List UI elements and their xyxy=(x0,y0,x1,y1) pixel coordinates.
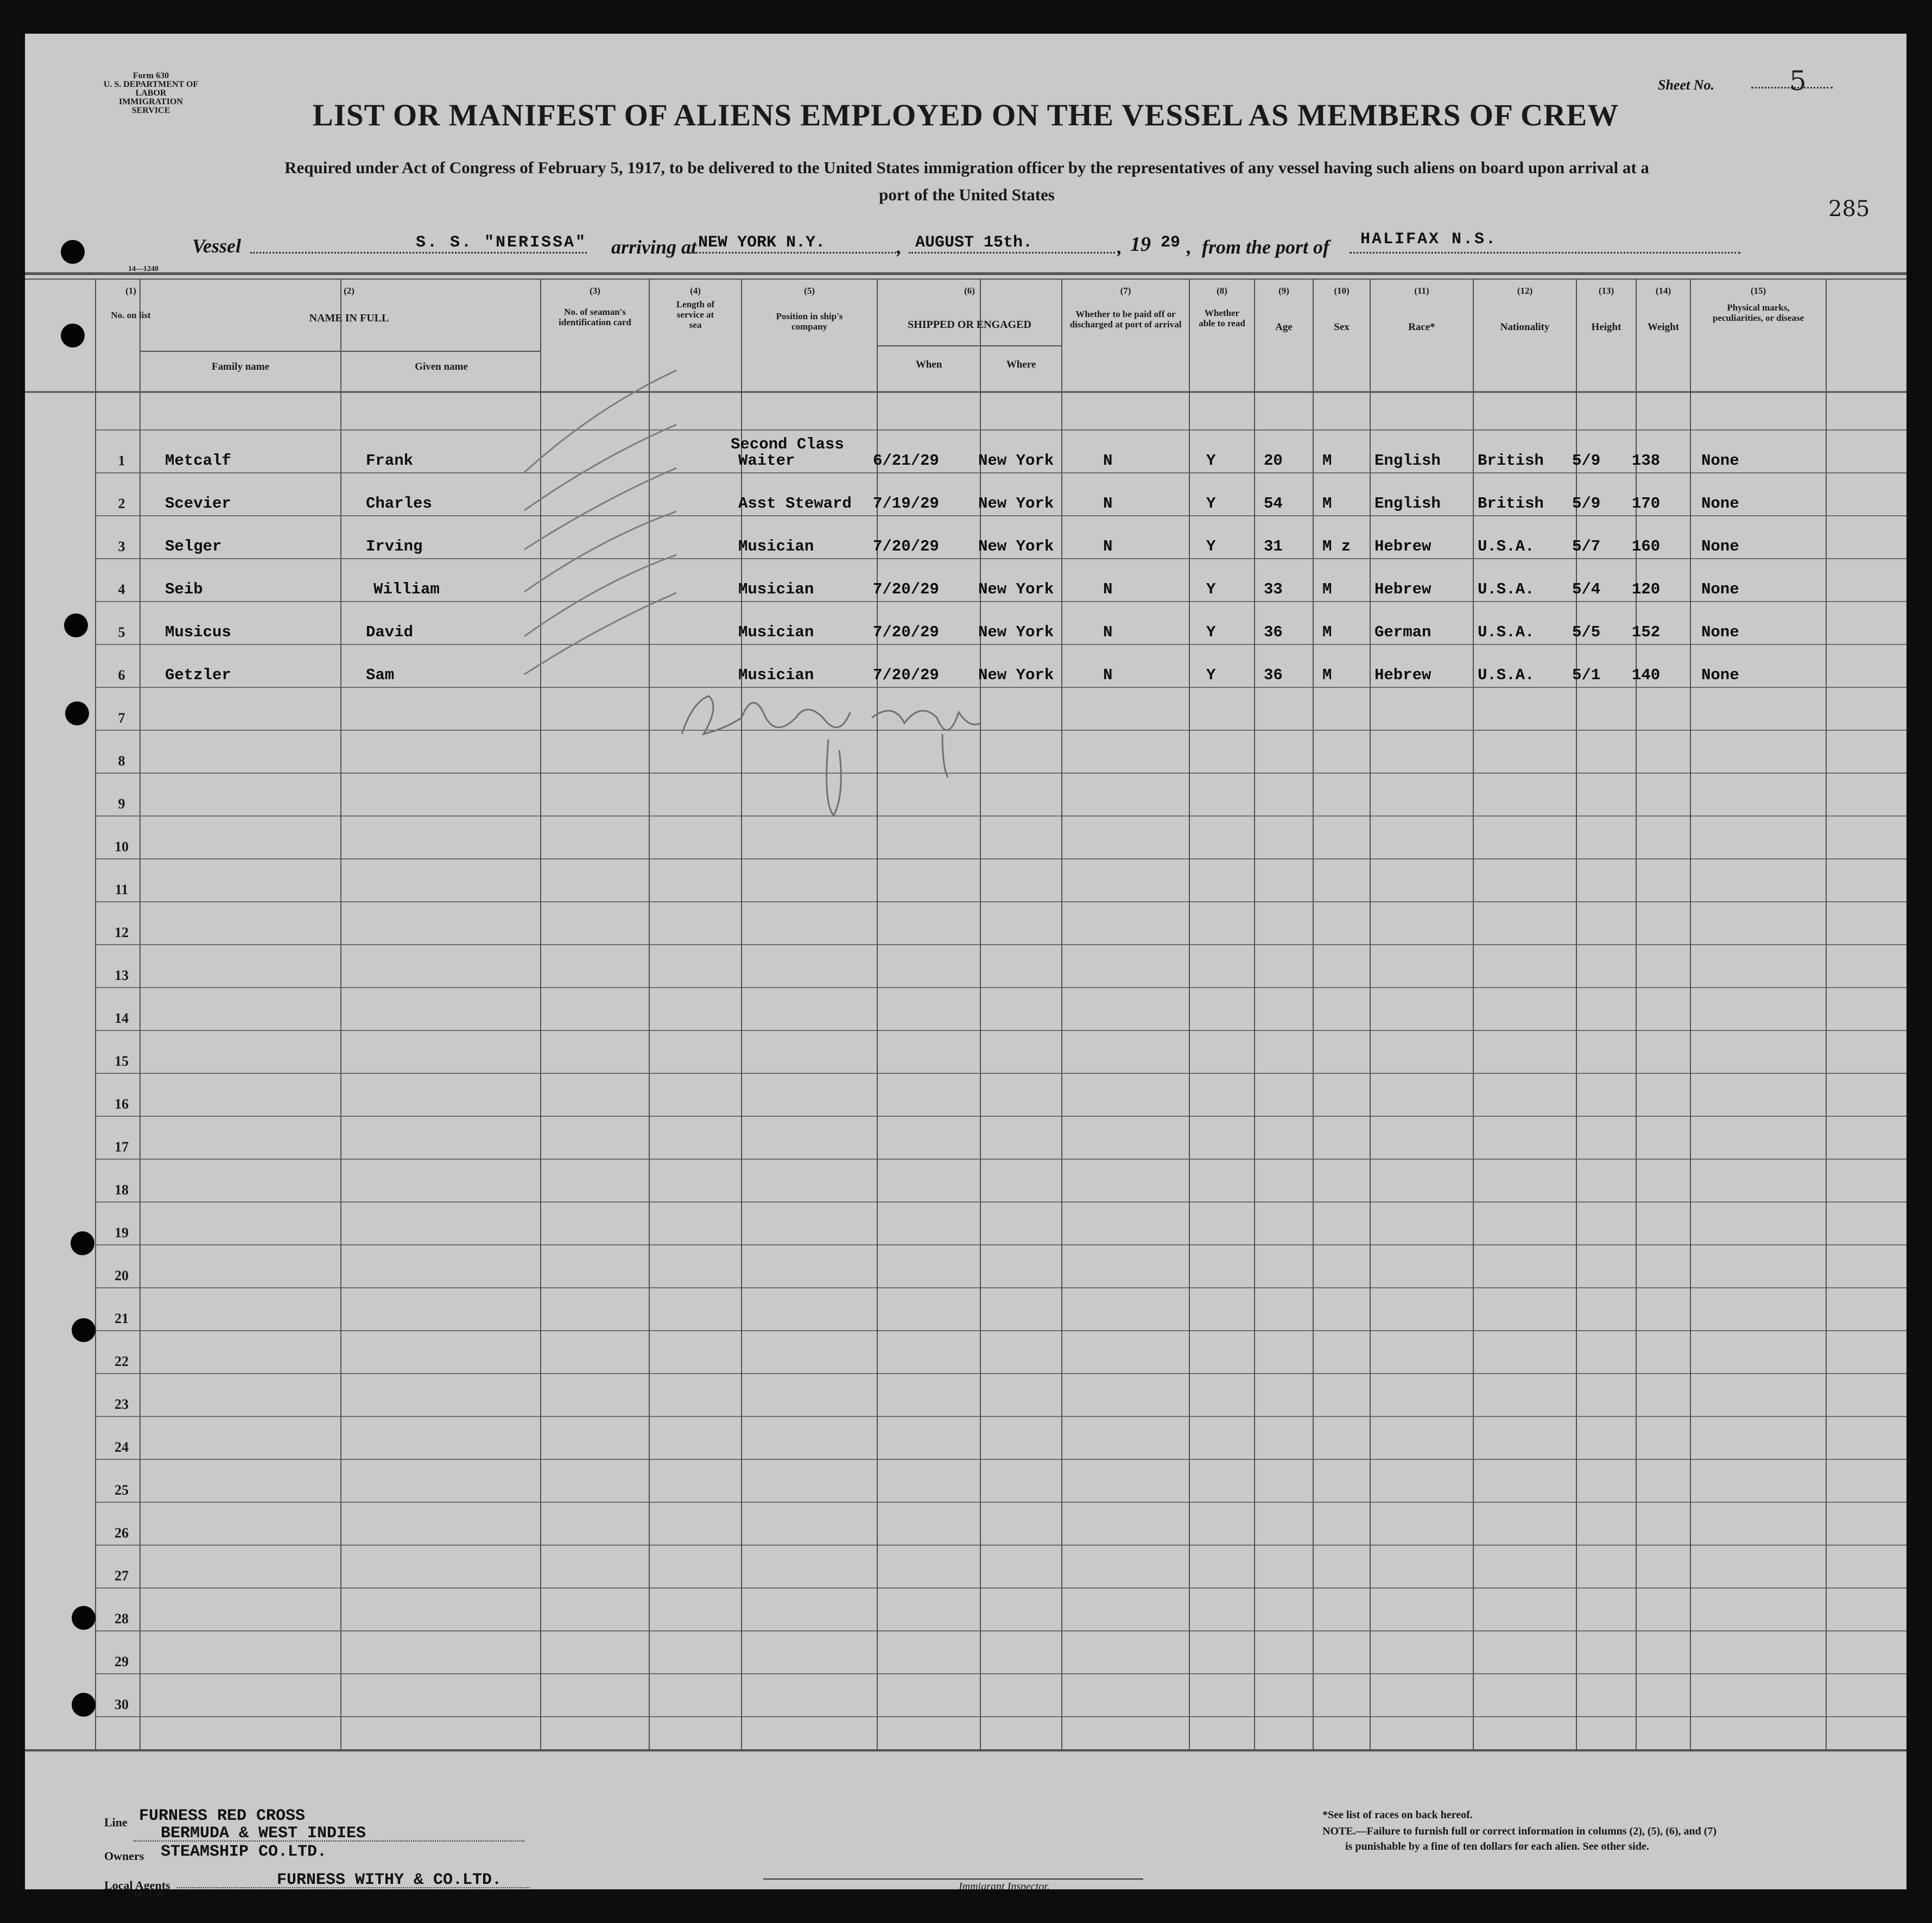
race-cell: Hebrew xyxy=(1374,537,1431,555)
print-code-bottom: 14—1240 xyxy=(134,1890,164,1899)
age-cell: 20 xyxy=(1264,452,1283,470)
comma-2: , xyxy=(1117,236,1122,258)
sex-cell: M z xyxy=(1322,537,1351,555)
race-cell: Hebrew xyxy=(1374,666,1431,684)
family-name-cell: Seib xyxy=(165,580,203,598)
nationality-cell: U.S.A. xyxy=(1478,537,1535,555)
col-9-number: (9) xyxy=(1278,286,1289,296)
paid-off-cell: N xyxy=(1103,666,1113,684)
race-cell: German xyxy=(1374,623,1431,641)
height-cell: 5/4 xyxy=(1572,580,1601,598)
subtitle-line-2: port of the United States xyxy=(879,185,1055,204)
punch-hole xyxy=(72,1318,96,1342)
age-cell: 54 xyxy=(1264,495,1283,513)
line-number: 28 xyxy=(115,1611,129,1627)
sex-cell: M xyxy=(1322,580,1332,598)
col-9-title: Age xyxy=(1275,321,1293,333)
sex-cell: M xyxy=(1322,666,1332,684)
sex-cell: M xyxy=(1322,623,1332,641)
physical-marks-cell: None xyxy=(1701,623,1739,641)
arrival-date: AUGUST 15th. xyxy=(915,233,1033,252)
shipped-where-cell: New York xyxy=(978,623,1054,641)
owners-label: Owners xyxy=(104,1849,144,1863)
line-number: 8 xyxy=(118,753,125,769)
col-5-number: (5) xyxy=(804,286,815,296)
position-cell: Asst Steward xyxy=(738,495,852,513)
races-note: *See list of races on back hereof. xyxy=(1322,1809,1473,1821)
col-14-title: Weight xyxy=(1647,321,1680,333)
given-name-cell: Sam xyxy=(366,666,395,684)
able-to-read-cell: Y xyxy=(1206,495,1216,513)
height-cell: 5/9 xyxy=(1572,495,1601,513)
col-15-title: Physical marks, peculiarities, or disease xyxy=(1712,302,1804,323)
col-15-number: (15) xyxy=(1750,286,1766,296)
line-number: 24 xyxy=(115,1439,129,1455)
col-11-number: (11) xyxy=(1414,286,1429,296)
able-to-read-cell: Y xyxy=(1206,666,1216,684)
shipped-when-cell: 6/21/29 xyxy=(873,452,939,470)
race-cell: English xyxy=(1374,495,1441,513)
line-number: 26 xyxy=(115,1525,129,1541)
line-number: 16 xyxy=(115,1096,129,1112)
line-number: 7 xyxy=(118,710,125,726)
line-number: 13 xyxy=(115,967,129,983)
col-6-where-header: Where xyxy=(1006,359,1036,370)
shipped-when-cell: 7/20/29 xyxy=(873,666,939,684)
family-name-cell: Selger xyxy=(165,537,222,555)
paid-off-cell: N xyxy=(1103,495,1113,513)
col-8-number: (8) xyxy=(1217,286,1227,296)
col-11-title: Race* xyxy=(1408,321,1435,333)
line-number: 1 xyxy=(118,453,125,469)
line-number: 15 xyxy=(115,1053,129,1069)
family-name-cell: Musicus xyxy=(165,623,231,641)
shipped-when-cell: 7/20/29 xyxy=(873,580,939,598)
col-5-title: Position in ship's company xyxy=(776,311,843,332)
line-number: 21 xyxy=(115,1311,129,1326)
col-11-header xyxy=(1370,286,1473,332)
line-number: 9 xyxy=(118,796,125,812)
page-title: LIST OR MANIFEST OF ALIENS EMPLOYED ON THE VESSEL AS MEMBERS OF CREW xyxy=(312,98,1619,132)
age-cell: 36 xyxy=(1264,666,1283,684)
vessel-name: S. S. "NERISSA" xyxy=(416,233,587,252)
line-number: 2 xyxy=(118,496,125,511)
line-number: 19 xyxy=(115,1225,129,1241)
department-name: U. S. DEPARTMENT OF LABOR xyxy=(103,80,199,98)
year-suffix: 29 xyxy=(1161,233,1181,252)
subtitle-line-1: Required under Act of Congress of February 5, 1917, to be delivered to the United States immigration officer by the representatives of any vessel having such aliens on board upon arrival at a xyxy=(284,158,1649,177)
form-number: Form 630 xyxy=(132,71,169,80)
physical-marks-cell: None xyxy=(1701,495,1739,513)
col-3-title: No. of seaman's identification card xyxy=(559,307,631,327)
position-cell: Musician xyxy=(738,580,814,598)
col-15-header xyxy=(1690,286,1826,323)
col-7-number: (7) xyxy=(1120,286,1131,296)
line-number: 5 xyxy=(118,624,125,640)
race-cell: Hebrew xyxy=(1374,580,1431,598)
manifest-sheet xyxy=(25,34,1906,1899)
age-cell: 36 xyxy=(1264,623,1283,641)
page-number: 285 xyxy=(1828,197,1870,222)
paid-off-cell: N xyxy=(1103,452,1113,470)
line-number: 12 xyxy=(115,925,129,940)
weight-cell: 138 xyxy=(1632,452,1661,470)
age-cell: 33 xyxy=(1264,580,1283,598)
comma-1: , xyxy=(897,236,902,258)
punch-hole xyxy=(65,701,89,725)
line-number: 14 xyxy=(115,1010,129,1026)
sheet-number: 5 xyxy=(1789,65,1807,97)
given-name-cell: Irving xyxy=(366,537,423,555)
line-fill-line xyxy=(134,1840,524,1842)
col-14-number: (14) xyxy=(1655,286,1671,296)
line-number: 20 xyxy=(115,1268,129,1283)
col-1-title: No. on list xyxy=(111,310,151,320)
col-12-number: (12) xyxy=(1517,286,1533,296)
physical-marks-cell: None xyxy=(1701,580,1739,598)
col-12-header xyxy=(1473,286,1576,332)
nationality-cell: British xyxy=(1478,495,1544,513)
position-cell-top: Second Class xyxy=(731,435,844,453)
physical-marks-cell: None xyxy=(1701,666,1739,684)
punch-hole xyxy=(61,240,85,264)
col-5-header xyxy=(742,286,877,332)
penalty-note-line-2: is punishable by a fine of ten dollars for each alien. See other side. xyxy=(1345,1840,1649,1852)
sex-cell: M xyxy=(1322,495,1332,513)
from-port-label: from the port of xyxy=(1202,236,1330,258)
col-6-header xyxy=(877,286,1062,330)
line-number: 3 xyxy=(118,539,125,554)
line-number: 11 xyxy=(115,882,129,897)
given-name-cell: David xyxy=(366,623,414,641)
line-label: Line xyxy=(104,1816,128,1829)
punch-hole xyxy=(71,1231,94,1255)
agents-value: FURNESS WITHY & CO.LTD. xyxy=(277,1871,502,1889)
paid-off-cell: N xyxy=(1103,537,1113,555)
position-cell: Musician xyxy=(738,623,814,641)
weight-cell: 152 xyxy=(1632,623,1661,641)
col-2-number: (2) xyxy=(344,286,354,296)
inspector-signature-line xyxy=(763,1878,1143,1880)
shipped-where-cell: New York xyxy=(978,495,1054,513)
punch-hole xyxy=(72,1693,96,1717)
height-cell: 5/7 xyxy=(1572,537,1601,555)
col-10-header xyxy=(1313,286,1370,332)
col-10-title: Sex xyxy=(1334,321,1350,333)
line-number: 4 xyxy=(118,581,125,597)
weight-cell: 140 xyxy=(1632,666,1661,684)
col-2-family-header: Family name xyxy=(211,361,270,372)
line-value-2: BERMUDA & WEST INDIES xyxy=(161,1824,366,1843)
col-4-number: (4) xyxy=(690,286,701,296)
position-cell: Waiter xyxy=(738,452,795,470)
family-name-cell: Metcalf xyxy=(165,452,231,470)
nationality-cell: U.S.A. xyxy=(1478,580,1535,598)
nationality-cell: U.S.A. xyxy=(1478,666,1535,684)
line-number: 22 xyxy=(115,1353,129,1369)
col-8-title: Whether able to read xyxy=(1199,308,1245,328)
col-10-number: (10) xyxy=(1334,286,1350,296)
able-to-read-cell: Y xyxy=(1206,452,1216,470)
arriving-label: arriving at xyxy=(611,236,697,258)
col-7-header xyxy=(1062,286,1189,330)
col-13-number: (13) xyxy=(1598,286,1614,296)
shipped-where-cell: New York xyxy=(978,452,1054,470)
penalty-note-line-1: NOTE.—Failure to furnish full or correct information in columns (2), (5), (6), and (7) xyxy=(1322,1825,1717,1837)
vessel-label: Vessel xyxy=(192,235,241,257)
col-7-title: Whether to be paid off or discharged at port of arrival xyxy=(1069,309,1182,330)
paid-off-cell: N xyxy=(1103,623,1113,641)
from-port: HALIFAX N.S. xyxy=(1360,230,1498,249)
family-name-cell: Getzler xyxy=(165,666,231,684)
col-12-title: Nationality xyxy=(1500,321,1550,333)
position-cell: Musician xyxy=(738,666,814,684)
line-number: 25 xyxy=(115,1482,129,1498)
col-6-title: SHIPPED OR ENGAGED xyxy=(908,319,1031,331)
agents-label: Local Agents xyxy=(104,1878,170,1892)
shipped-where-cell: New York xyxy=(978,580,1054,598)
year-prefix: 19 xyxy=(1130,233,1151,256)
nationality-cell: British xyxy=(1478,452,1544,470)
weight-cell: 170 xyxy=(1632,495,1661,513)
print-code-top: 14—1240 xyxy=(128,265,159,273)
line-number: 23 xyxy=(115,1396,129,1412)
paid-off-cell: N xyxy=(1103,580,1113,598)
line-number: 6 xyxy=(118,667,125,683)
able-to-read-cell: Y xyxy=(1206,623,1216,641)
given-name-cell: Frank xyxy=(366,452,414,470)
given-name-cell: Charles xyxy=(366,495,432,513)
punch-hole xyxy=(72,1606,96,1630)
service-name: IMMIGRATION SERVICE xyxy=(119,97,183,115)
given-name-cell: William xyxy=(373,580,440,598)
shipped-where-cell: New York xyxy=(978,666,1054,684)
col-6-number: (6) xyxy=(964,286,975,296)
arriving-port: NEW YORK N.Y. xyxy=(698,233,826,252)
col-4-header xyxy=(649,286,742,330)
shipped-when-cell: 7/20/29 xyxy=(873,623,939,641)
owners-value: STEAMSHIP CO.LTD. xyxy=(161,1843,327,1861)
shipped-when-cell: 7/20/29 xyxy=(873,537,939,555)
line-number: 17 xyxy=(115,1139,129,1155)
age-cell: 31 xyxy=(1264,537,1283,555)
height-cell: 5/1 xyxy=(1572,666,1601,684)
from-label-comma: , xyxy=(1187,236,1192,258)
family-name-cell: Scevier xyxy=(165,495,231,513)
col-8-header xyxy=(1189,286,1255,328)
height-cell: 5/5 xyxy=(1572,623,1601,641)
height-cell: 5/9 xyxy=(1572,452,1601,470)
col-6-when-header: When xyxy=(915,359,942,370)
weight-cell: 120 xyxy=(1632,580,1661,598)
col-13-header xyxy=(1576,286,1636,332)
line-number: 10 xyxy=(115,839,129,855)
physical-marks-cell: None xyxy=(1701,452,1739,470)
shipped-when-cell: 7/19/29 xyxy=(873,495,939,513)
able-to-read-cell: Y xyxy=(1206,580,1216,598)
col-9-header xyxy=(1255,286,1313,332)
physical-marks-cell: None xyxy=(1701,537,1739,555)
col-2-title: NAME IN FULL xyxy=(309,312,389,324)
position-cell: Musician xyxy=(738,537,814,555)
line-number: 27 xyxy=(115,1568,129,1584)
col-3-header xyxy=(541,286,649,327)
col-2-header xyxy=(140,286,558,324)
able-to-read-cell: Y xyxy=(1206,537,1216,555)
punch-hole xyxy=(64,613,88,637)
col-14-header xyxy=(1636,286,1690,332)
col-2-given-header: Given name xyxy=(415,361,468,372)
punch-hole xyxy=(61,324,85,347)
nationality-cell: U.S.A. xyxy=(1478,623,1535,641)
line-number: 29 xyxy=(115,1654,129,1669)
col-3-number: (3) xyxy=(590,286,600,296)
sheet-label: Sheet No. xyxy=(1658,77,1714,93)
race-cell: English xyxy=(1374,452,1441,470)
col-1-number: (1) xyxy=(125,286,136,296)
col-13-title: Height xyxy=(1591,321,1621,333)
col-4-title: Length of service at sea xyxy=(676,299,715,330)
sex-cell: M xyxy=(1322,452,1332,470)
shipped-where-cell: New York xyxy=(978,537,1054,555)
line-number: 18 xyxy=(115,1182,129,1198)
line-value: FURNESS RED CROSS xyxy=(139,1807,306,1825)
weight-cell: 160 xyxy=(1632,537,1661,555)
agents-fill-line xyxy=(177,1887,530,1888)
line-number: 30 xyxy=(115,1697,129,1712)
inspector-label: Immigrant Inspector. xyxy=(959,1881,1050,1893)
